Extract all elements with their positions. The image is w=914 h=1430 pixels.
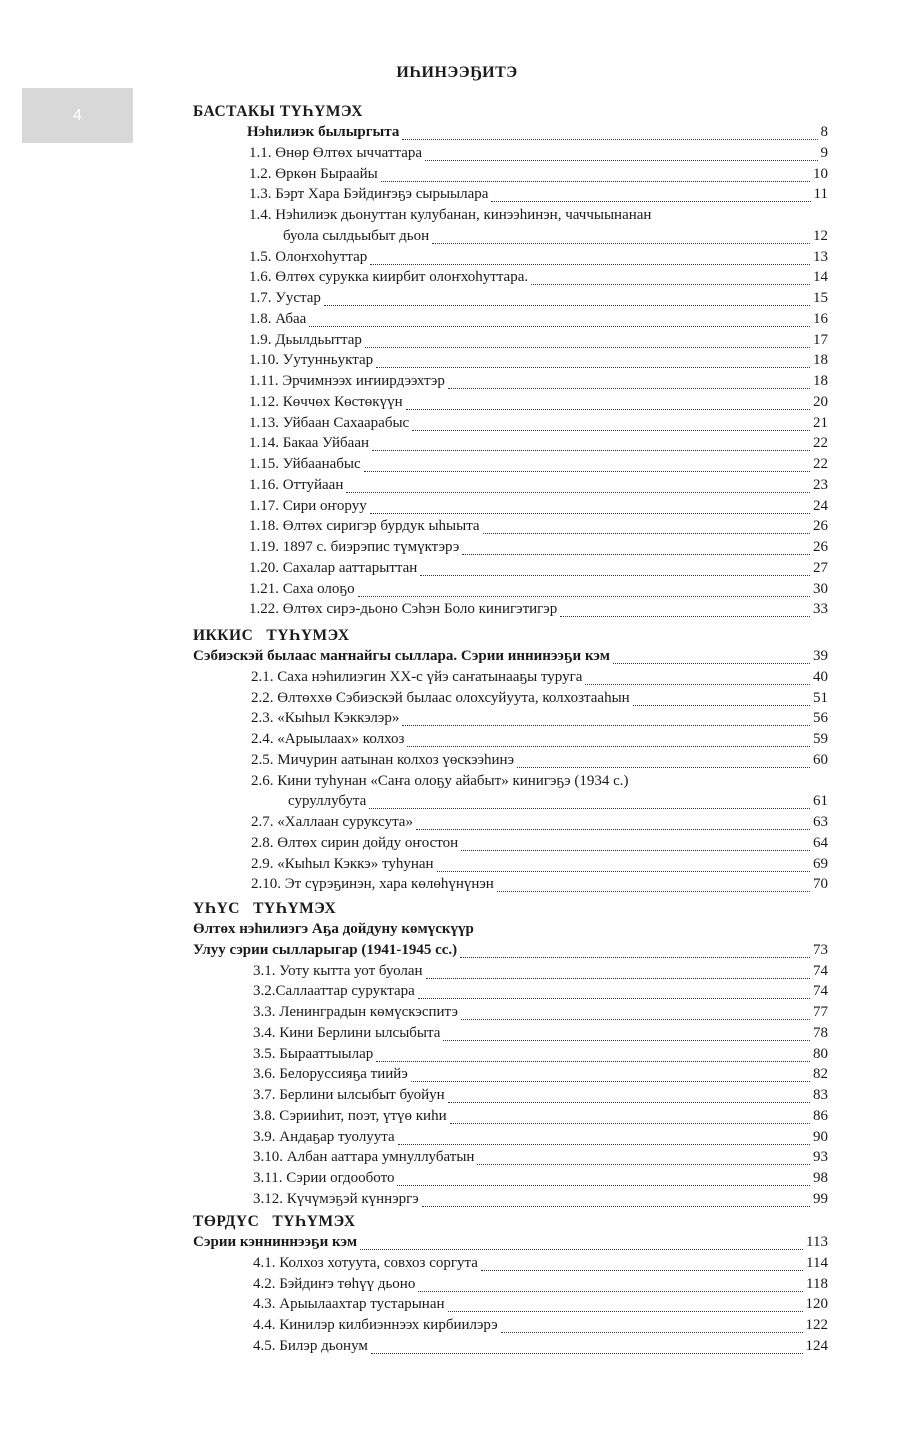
dot-leader [407, 746, 810, 747]
toc-page-number: 13 [813, 248, 828, 265]
toc-entry-title: 1.9. Дьылдьыттар [249, 331, 362, 348]
toc-entry[interactable] [249, 560, 828, 580]
toc-page-number: 98 [813, 1170, 828, 1186]
toc-entry[interactable] [249, 518, 828, 538]
toc-entry[interactable] [247, 124, 828, 144]
dot-leader [376, 1061, 810, 1062]
toc-page-number: 26 [813, 518, 828, 535]
toc-entry-title: 1.12. Көччөх Көстөкүүн [249, 393, 403, 410]
page-title: ИҺИНЭЭҔИТЭ [396, 64, 518, 81]
chapter-heading: ИККИС ТҮҺҮМЭХ [193, 627, 350, 644]
toc-entry[interactable] [251, 856, 828, 876]
toc-entry-title: 1.18. Өлтөх сиригэр бурдук ыһыыта [249, 518, 480, 535]
toc-page-number: 73 [813, 941, 828, 958]
toc-page-number: 74 [813, 983, 828, 1000]
toc-entry-title: 3.7. Берлини ылсыбыт буойун [253, 1087, 445, 1103]
dot-leader [531, 284, 810, 285]
dot-leader [426, 978, 810, 979]
dot-leader [398, 1144, 810, 1145]
toc-entry-title: Улуу сэрии сылларыгар (1941-1945 сс.) [193, 941, 458, 958]
toc-entry-title: 1.11. Эрчимнээх иҥиирдээхтэр [249, 373, 445, 389]
dot-leader [358, 596, 810, 597]
toc-page-number: 33 [813, 601, 828, 618]
toc-entry[interactable] [249, 373, 828, 393]
toc-entry-title: 1.19. 1897 с. биэрэпис түмүктэрэ [249, 539, 460, 555]
toc-page-number: 122 [805, 1317, 828, 1333]
toc-entry[interactable] [251, 876, 828, 896]
dot-leader [517, 767, 810, 768]
dot-leader [448, 1311, 803, 1312]
dot-leader [360, 1249, 803, 1250]
toc-entry-title: 1.7. Уустар [249, 290, 321, 306]
dot-leader [370, 264, 810, 265]
toc-entry[interactable] [249, 539, 828, 559]
toc-entry-title: 1.1. Өнөр Өлтөх ыччаттара [249, 144, 423, 161]
dot-leader [422, 1206, 810, 1207]
toc-page-number: 22 [813, 435, 828, 452]
toc-entry[interactable] [253, 1296, 828, 1316]
toc-entry-title: 1.8. Абаа [249, 310, 307, 327]
toc-entry[interactable] [249, 581, 828, 601]
toc-entry-title: 2.9. «Кыһыл Кэккэ» туһунан [251, 855, 434, 872]
toc-entry-title: 3.4. Кини Берлини ылсыбыта [253, 1024, 441, 1041]
toc-page-number: 10 [813, 165, 828, 182]
toc-entry-title: 4.3. Арыылаахтар тустарынан [253, 1296, 445, 1313]
toc-entry-title: 1.20. Сахалар ааттарыттан [249, 559, 418, 576]
toc-page-number: 56 [813, 710, 828, 727]
dot-leader [448, 388, 810, 389]
toc-entry-title: 4.2. Бэйдиҥэ төһүү дьоно [253, 1275, 416, 1292]
toc-entry-title: 3.3. Ленинградын көмүскэспитэ [253, 1004, 458, 1020]
toc-entry-title: 1.16. Оттуйаан [249, 476, 344, 493]
toc-page-number: 27 [813, 559, 828, 576]
toc-entry-title: 3.11. Сэрии огдообото [253, 1170, 395, 1186]
toc-entry-title: 1.17. Сири оҥоруу [249, 497, 367, 514]
toc-entry-title: 1.3. Бэрт Хара Бэйдиҥэҕэ сырыылара [249, 186, 489, 203]
dot-leader [402, 139, 817, 140]
dot-leader [477, 1164, 810, 1165]
toc-entry-text: 1.4. Нэһилиэк дьонуттан кулубанан, кинээһинэн, чаччыынанан [249, 207, 652, 223]
dot-leader [372, 450, 810, 451]
toc-page-number: 83 [813, 1087, 828, 1103]
toc-entry[interactable] [249, 332, 828, 352]
toc-entry-title: 2.4. «Арыылаах» колхоз [251, 731, 405, 747]
toc-entry-title: 4.5. Билэр дьонум [253, 1337, 368, 1354]
toc-page-number: 51 [813, 689, 828, 706]
dot-leader [443, 1040, 810, 1041]
toc-page-number: 12 [813, 227, 828, 244]
toc-entry-title: Сэрии кэнниннээҕи кэм [193, 1234, 358, 1250]
toc-entry-title: 3.10. Албан ааттара умнуллубатын [253, 1149, 475, 1166]
dot-leader [370, 513, 810, 514]
toc-page-number: 60 [813, 751, 828, 768]
toc-entry-title: 1.6. Өлтөх сурукка киирбит олоҥхоһуттара. [249, 269, 529, 286]
toc-entry[interactable] [251, 731, 828, 751]
toc-entry[interactable] [253, 1004, 828, 1024]
toc-page-number: 78 [813, 1024, 828, 1041]
toc-page-number: 16 [813, 310, 828, 327]
toc-page-number: 11 [813, 186, 828, 203]
toc-entry[interactable] [253, 1149, 828, 1169]
toc-page-number: 21 [813, 414, 828, 431]
dot-leader [364, 471, 810, 472]
toc-entry[interactable] [251, 814, 828, 834]
toc-entry-title: 1.2. Өркөн Быраайы [249, 165, 378, 182]
toc-page-number: 9 [820, 144, 828, 161]
dot-leader [585, 684, 810, 685]
dot-leader [497, 891, 810, 892]
toc-page-number: 8 [820, 124, 828, 140]
dot-leader [402, 725, 810, 726]
toc-entry-title: 1.10. Уутунньуктар [249, 352, 374, 369]
toc-entry[interactable] [193, 1234, 828, 1254]
dot-leader [481, 1270, 803, 1271]
dot-leader [461, 850, 810, 851]
toc-page-number: 18 [813, 373, 828, 389]
toc-entry[interactable] [249, 394, 828, 414]
toc-entry-title: 2.1. Саха нэһилиэгин XX-с үйэ саҥатынааҕы туруга [251, 668, 583, 685]
toc-entry[interactable] [253, 1170, 828, 1190]
toc-entry-title: суруллубута [288, 793, 367, 810]
dot-leader [418, 1291, 803, 1292]
toc-page-number: 15 [813, 290, 828, 306]
toc-entry[interactable] [253, 1255, 828, 1275]
dot-leader [461, 1019, 810, 1020]
toc-page-number: 64 [813, 834, 828, 851]
dot-leader [483, 533, 810, 534]
toc-entry[interactable] [249, 435, 828, 455]
dot-leader [462, 554, 810, 555]
toc-page-number: 22 [813, 456, 828, 472]
toc-page-number: 61 [813, 793, 828, 810]
toc-entry-text: Өлтөх нэһилиэгэ Аҕа дойдуну көмүскүүр [193, 921, 474, 937]
toc-page-number: 113 [806, 1234, 828, 1250]
toc-entry-title: 3.1. Уоту кытта уот буолан [253, 962, 423, 979]
toc-entry[interactable] [249, 145, 828, 165]
toc-entry-title: 4.4. Кинилэр килбиэннээх кирбиилэрэ [253, 1317, 498, 1333]
toc-page-number: 63 [813, 814, 828, 830]
toc-entry[interactable] [249, 456, 828, 476]
dot-leader [491, 201, 810, 202]
dot-leader [369, 808, 810, 809]
toc-page-number: 80 [813, 1045, 828, 1062]
toc-entry[interactable] [249, 352, 828, 372]
toc-entry[interactable] [253, 1025, 828, 1045]
toc-entry[interactable] [283, 228, 828, 248]
dot-leader [501, 1332, 803, 1333]
dot-leader [381, 181, 810, 182]
toc-entry-title: 3.5. Бырааттыылар [253, 1045, 374, 1062]
toc-entry-title: 2.8. Өлтөх сирин дойду оҥостон [251, 834, 459, 851]
dot-leader [406, 409, 810, 410]
toc-entry-title: буола сылдьыбыт дьон [283, 227, 430, 244]
dot-leader [376, 367, 810, 368]
toc-page-number: 82 [813, 1066, 828, 1083]
toc-entry[interactable] [253, 1338, 828, 1358]
dot-leader [397, 1185, 810, 1186]
dot-leader [613, 663, 810, 664]
toc-entry[interactable] [253, 1087, 828, 1107]
toc-entry-title: 3.6. Белоруссияҕа тиийэ [253, 1066, 408, 1083]
toc-entry-title: 2.2. Өлтөххө Сэбиэскэй былаас олохсуйуута, колхозтааһын [251, 689, 630, 706]
toc-entry[interactable] [249, 477, 828, 497]
dot-leader [450, 1123, 810, 1124]
toc-page-number: 86 [813, 1107, 828, 1124]
toc-entry[interactable] [193, 648, 828, 668]
toc-page-number: 99 [813, 1190, 828, 1207]
toc-entry[interactable] [249, 186, 828, 206]
toc-entry[interactable] [253, 1276, 828, 1296]
dot-leader [371, 1353, 803, 1354]
toc-entry[interactable] [249, 290, 828, 310]
toc-page-number: 114 [806, 1254, 828, 1271]
toc-entry-title: 1.5. Олоҥхоһуттар [249, 248, 368, 265]
toc-page-number: 77 [813, 1004, 828, 1020]
toc-page-number: 24 [813, 497, 828, 514]
toc-page-number: 90 [813, 1128, 828, 1145]
dot-leader [560, 616, 810, 617]
toc-entry-text: 2.6. Кини туһунан «Саҥа олоҕу айабыт» кинигэҕэ (1934 с.) [251, 772, 629, 789]
toc-page-number: 40 [813, 668, 828, 685]
toc-entry-title: Сэбиэскэй былаас маҥнайгы сыллара. Сэрии иннинээҕи кэм [193, 648, 610, 664]
toc-entry[interactable] [251, 669, 828, 689]
dot-leader [448, 1102, 810, 1103]
toc-page-number: 70 [813, 876, 828, 893]
toc-entry-title: 1.22. Өлтөх сирэ-дьоно Сэһэн Боло кинигэтигэр [249, 601, 558, 618]
dot-leader [418, 998, 810, 999]
toc-page-number: 23 [813, 476, 828, 493]
toc-entry[interactable] [253, 963, 828, 983]
toc-entry-title: 3.12. Күчүмэҕэй күннэргэ [253, 1190, 419, 1207]
toc-page-number: 26 [813, 539, 828, 555]
toc-entry-title: 3.9. Андаҕар туолуута [253, 1128, 395, 1145]
toc-entry-title: 3.8. Сэрииһит, поэт, үтүө киһи [253, 1107, 447, 1124]
toc-entry-title: 2.3. «Кыһыл Кэккэлэр» [251, 710, 400, 727]
toc-entry[interactable] [253, 1046, 828, 1066]
toc-page-number: 18 [813, 352, 828, 369]
toc-page-number: 69 [813, 855, 828, 872]
dot-leader [420, 575, 810, 576]
toc-page-number: 118 [806, 1275, 828, 1292]
toc-entry[interactable] [253, 1108, 828, 1128]
toc-entry-title: Нэһилиэк былыргыта [247, 124, 400, 140]
dot-leader [412, 430, 810, 431]
dot-leader [432, 243, 810, 244]
dot-leader [416, 829, 810, 830]
toc-page-number: 124 [805, 1337, 828, 1354]
toc-page-number: 39 [813, 648, 828, 664]
dot-leader [411, 1081, 810, 1082]
toc-page-number: 30 [813, 580, 828, 597]
chapter-heading: БАСТАКЫ ТҮҺҮМЭХ [193, 103, 363, 120]
dot-leader [425, 160, 817, 161]
toc-entry-title: 1.14. Бакаа Уйбаан [249, 435, 370, 452]
toc-page-number: 14 [813, 269, 828, 286]
toc-entry[interactable] [249, 498, 828, 518]
toc-entry-title: 2.7. «Халлаан суруксута» [251, 814, 413, 830]
toc-entry[interactable] [288, 793, 828, 813]
toc-entry[interactable] [249, 601, 828, 621]
toc-entry-title: 4.1. Колхоз хотуута, совхоз соргута [253, 1254, 478, 1271]
chapter-heading: ТӨРДҮС ТҮҺҮМЭХ [193, 1213, 356, 1230]
dot-leader [633, 705, 810, 706]
toc-entry[interactable] [253, 1191, 828, 1211]
toc-entry[interactable] [253, 1317, 828, 1337]
dot-leader [365, 347, 810, 348]
toc-entry-title: 1.13. Уйбаан Сахаарабыс [249, 414, 410, 431]
toc-entry[interactable] [251, 710, 828, 730]
dot-leader [437, 871, 810, 872]
toc-entry[interactable] [253, 1066, 828, 1086]
dot-leader [309, 326, 810, 327]
toc-entry[interactable] [249, 249, 828, 269]
toc-page-number: 93 [813, 1149, 828, 1166]
toc-entry-title: 1.21. Саха олоҕо [249, 580, 355, 597]
toc-entry[interactable] [249, 311, 828, 331]
toc-entry[interactable] [251, 835, 828, 855]
toc-entry-title: 1.15. Уйбаанабыс [249, 456, 361, 472]
toc-page-number: 74 [813, 962, 828, 979]
toc-page-number: 20 [813, 393, 828, 410]
toc-entry-title: 3.2.Саллааттар суруктара [253, 983, 415, 1000]
toc-page-number: 17 [813, 331, 828, 348]
dot-leader [324, 305, 810, 306]
toc-entry[interactable] [251, 752, 828, 772]
toc-entry-title: 2.5. Мичурин аатынан колхоз үөскээһинэ [251, 751, 515, 768]
dot-leader [346, 492, 810, 493]
chapter-heading: ҮҺҮС ТҮҺҮМЭХ [193, 900, 337, 917]
toc-entry-title: 2.10. Эт сүрэҕинэн, хара көлөһүнүнэн [251, 876, 494, 893]
toc-page-number: 59 [813, 731, 828, 747]
toc-entry[interactable] [193, 942, 828, 962]
dot-leader [460, 957, 810, 958]
page-number-tab: 4 [22, 88, 133, 143]
toc-entry[interactable] [249, 415, 828, 435]
toc-page-number: 120 [805, 1296, 828, 1313]
toc-entry[interactable] [253, 983, 828, 1003]
toc-entry[interactable] [249, 269, 828, 289]
toc-entry[interactable] [253, 1129, 828, 1149]
toc-entry[interactable] [251, 690, 828, 710]
toc-entry[interactable] [249, 166, 828, 186]
